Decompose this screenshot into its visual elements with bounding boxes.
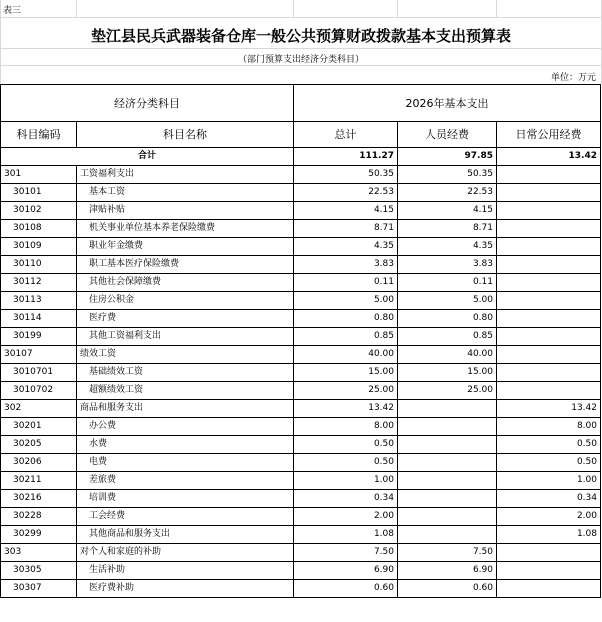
row-total: 1.00 [294,472,398,490]
budget-table [0,84,601,598]
gridline [76,0,77,17]
row-total: 40.00 [294,346,398,364]
column-header-name: 科目名称 [77,122,294,148]
row-total: 13.42 [294,400,398,418]
row-public: 0.50 [497,436,601,454]
row-personnel [398,454,497,472]
table-row [1,580,601,598]
row-total: 4.15 [294,202,398,220]
column-header-personnel: 人员经费 [398,122,497,148]
row-name: 住房公积金 [77,292,294,310]
header-group-left: 经济分类科目 [1,85,294,122]
gridline [397,0,398,17]
row-code: 30299 [1,526,77,544]
row-total: 5.00 [294,292,398,310]
row-code: 302 [1,400,77,418]
row-code: 301 [1,166,77,184]
gridline [0,17,602,18]
table-row [1,310,601,328]
table-row [1,508,601,526]
row-personnel: 50.35 [398,166,497,184]
row-total: 0.11 [294,274,398,292]
row-total: 15.00 [294,364,398,382]
row-code: 30113 [1,292,77,310]
row-total: 2.00 [294,508,398,526]
sheet-label: 表三 [3,6,22,16]
row-code: 30110 [1,256,77,274]
row-code: 30107 [1,346,77,364]
row-public [497,346,601,364]
row-public [497,166,601,184]
table-row [1,436,601,454]
row-name: 工会经费 [77,508,294,526]
row-personnel: 0.85 [398,328,497,346]
row-personnel: 15.00 [398,364,497,382]
row-personnel: 0.11 [398,274,497,292]
row-personnel [398,400,497,418]
row-code: 30307 [1,580,77,598]
gridline [0,48,602,49]
row-name: 医疗费 [77,310,294,328]
row-personnel: 5.00 [398,292,497,310]
row-personnel: 3.83 [398,256,497,274]
row-public [497,238,601,256]
row-code: 30211 [1,472,77,490]
table-row [1,490,601,508]
row-name: 差旅费 [77,472,294,490]
row-total: 8.71 [294,220,398,238]
table-row [1,382,601,400]
row-name: 培训费 [77,490,294,508]
row-code: 30102 [1,202,77,220]
table-row [1,292,601,310]
row-total: 1.08 [294,526,398,544]
row-code: 30206 [1,454,77,472]
table-row [1,238,601,256]
row-public [497,292,601,310]
table-row [1,220,601,238]
row-name: 其他商品和服务支出 [77,526,294,544]
row-public [497,382,601,400]
table-row [1,472,601,490]
row-code: 30199 [1,328,77,346]
total-personnel: 97.85 [398,148,497,166]
row-personnel [398,472,497,490]
column-header-code: 科目编码 [1,122,77,148]
row-name: 基本工资 [77,184,294,202]
row-total: 0.50 [294,436,398,454]
row-name: 其他工资福利支出 [77,328,294,346]
table-row [1,166,601,184]
row-public [497,220,601,238]
table-row [1,562,601,580]
row-name: 职工基本医疗保险缴费 [77,256,294,274]
total-public: 13.42 [497,148,601,166]
row-name: 生活补助 [77,562,294,580]
table-row [1,202,601,220]
row-public: 8.00 [497,418,601,436]
row-public [497,580,601,598]
row-name: 基础绩效工资 [77,364,294,382]
row-name: 电费 [77,454,294,472]
row-public: 0.50 [497,454,601,472]
row-code: 30101 [1,184,77,202]
row-name: 医疗费补助 [77,580,294,598]
row-code: 30112 [1,274,77,292]
row-total: 3.83 [294,256,398,274]
row-name: 其他社会保障缴费 [77,274,294,292]
row-public [497,184,601,202]
table-row [1,544,601,562]
row-name: 办公费 [77,418,294,436]
table-row [1,526,601,544]
page-subtitle: （部门预算支出经济分类科目） [237,55,364,65]
row-total: 0.34 [294,490,398,508]
row-code: 30228 [1,508,77,526]
page-title: 垫江县民兵武器装备仓库一般公共预算财政拨款基本支出预算表 [90,27,511,45]
gridline [496,0,497,17]
row-public [497,328,601,346]
column-header-public: 日常公用经费 [497,122,601,148]
total-amount: 111.27 [294,148,398,166]
row-public [497,256,601,274]
table-row [1,364,601,382]
column-header-total: 总计 [294,122,398,148]
row-total: 0.50 [294,454,398,472]
row-total: 0.85 [294,328,398,346]
row-public: 1.08 [497,526,601,544]
row-public [497,544,601,562]
row-personnel: 4.15 [398,202,497,220]
row-public [497,274,601,292]
row-personnel: 8.71 [398,220,497,238]
table-row [1,454,601,472]
header-row-group [1,85,601,122]
row-code: 30108 [1,220,77,238]
row-personnel: 40.00 [398,346,497,364]
row-code: 30205 [1,436,77,454]
row-name: 商品和服务支出 [77,400,294,418]
row-name: 对个人和家庭的补助 [77,544,294,562]
row-personnel [398,418,497,436]
row-personnel [398,508,497,526]
row-total: 8.00 [294,418,398,436]
row-name: 水费 [77,436,294,454]
header-group-right: 2026年基本支出 [294,85,601,122]
row-name: 绩效工资 [77,346,294,364]
row-public [497,310,601,328]
row-personnel: 4.35 [398,238,497,256]
row-public [497,562,601,580]
row-total: 0.80 [294,310,398,328]
table-row [1,184,601,202]
row-code: 303 [1,544,77,562]
table-row [1,256,601,274]
row-code: 3010701 [1,364,77,382]
row-personnel [398,436,497,454]
table-row [1,274,601,292]
row-code: 30109 [1,238,77,256]
total-label: 合计 [1,148,294,166]
row-personnel [398,490,497,508]
row-name: 机关事业单位基本养老保险缴费 [77,220,294,238]
row-personnel: 7.50 [398,544,497,562]
row-total: 7.50 [294,544,398,562]
row-name: 工资福利支出 [77,166,294,184]
row-personnel [398,526,497,544]
row-total: 4.35 [294,238,398,256]
table-row [1,400,601,418]
row-public: 0.34 [497,490,601,508]
total-row [1,148,601,166]
row-public: 13.42 [497,400,601,418]
row-public: 1.00 [497,472,601,490]
row-personnel: 25.00 [398,382,497,400]
row-name: 超额绩效工资 [77,382,294,400]
row-personnel: 22.53 [398,184,497,202]
unit-label: 单位：万元 [550,73,596,83]
gridline [293,0,294,17]
row-total: 50.35 [294,166,398,184]
row-public: 2.00 [497,508,601,526]
row-code: 30216 [1,490,77,508]
row-public [497,202,601,220]
row-code: 30305 [1,562,77,580]
header-row-columns [1,122,601,148]
row-personnel: 6.90 [398,562,497,580]
row-personnel: 0.80 [398,310,497,328]
row-total: 22.53 [294,184,398,202]
row-code: 30201 [1,418,77,436]
row-public [497,364,601,382]
table-row [1,328,601,346]
row-code: 30114 [1,310,77,328]
row-name: 职业年金缴费 [77,238,294,256]
row-name: 津贴补贴 [77,202,294,220]
row-personnel: 0.60 [398,580,497,598]
gridline [0,65,602,66]
row-code: 3010702 [1,382,77,400]
table-row [1,346,601,364]
row-total: 25.00 [294,382,398,400]
table-row [1,418,601,436]
row-total: 0.60 [294,580,398,598]
row-total: 6.90 [294,562,398,580]
